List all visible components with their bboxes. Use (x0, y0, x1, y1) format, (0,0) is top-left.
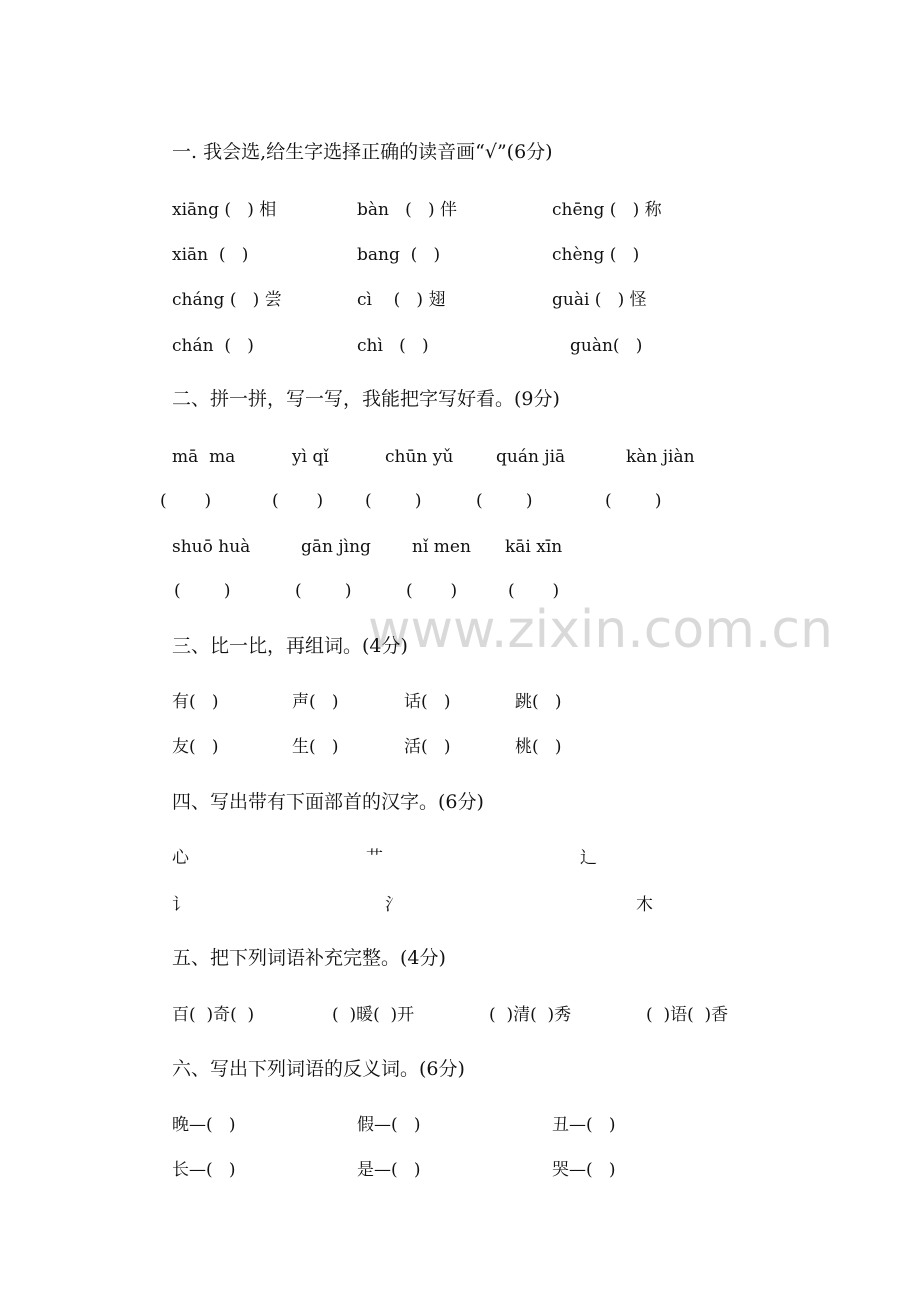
s1-item: chèng ( ) (552, 245, 640, 265)
pinyin-item: mā ma (172, 447, 236, 467)
pinyin-item: nǐ men (412, 537, 471, 557)
s1-item: cì ( ) 翅 (357, 290, 446, 310)
radical-item: 氵 (385, 895, 402, 915)
section-5-title: 五、把下列词语补充完整。(4分) (172, 947, 446, 969)
antonym-item: 假—( ) (357, 1115, 421, 1135)
pinyin-item: kāi xīn (505, 537, 563, 557)
watermark: www.zixin.com.cn (368, 600, 833, 660)
radical-item: 心 (172, 848, 189, 868)
radical-item: 木 (636, 895, 653, 915)
pinyin-item: yì qǐ (292, 447, 329, 467)
pinyin-item: shuō huà (172, 537, 251, 557)
s1-item: cháng ( ) 尝 (172, 290, 282, 310)
answer-blank: ( ) (174, 581, 231, 601)
compare-item: 声( ) (292, 692, 339, 712)
s1-item: guàn( ) (570, 336, 643, 356)
compare-item: 跳( ) (515, 692, 562, 712)
section-4-title: 四、写出带有下面部首的汉字。(6分) (172, 791, 484, 813)
s1-item: guài ( ) 怪 (552, 290, 647, 310)
answer-blank: ( ) (476, 491, 533, 511)
section-2-title: 二、拼一拼，写一写，我能把字写好看。(9分) (172, 388, 560, 410)
pinyin-item: chūn yǔ (385, 447, 454, 467)
compare-item: 活( ) (404, 737, 451, 757)
s1-item: chán ( ) (172, 336, 254, 356)
antonym-item: 哭—( ) (552, 1160, 616, 1180)
s1-item: chēng ( ) 称 (552, 200, 662, 220)
answer-blank: ( ) (605, 491, 662, 511)
compare-item: 有( ) (172, 692, 219, 712)
section-1-title: 一. 我会选,给生字选择正确的读音画“√”(6分) (172, 141, 553, 163)
idiom-item: ( )语( )香 (646, 1005, 729, 1025)
antonym-item: 长—( ) (172, 1160, 236, 1180)
compare-item: 生( ) (292, 737, 339, 757)
answer-blank: ( ) (508, 581, 560, 601)
antonym-item: 丑—( ) (552, 1115, 616, 1135)
compare-item: 桃( ) (515, 737, 562, 757)
antonym-item: 晚—( ) (172, 1115, 236, 1135)
idiom-item: ( )清( )秀 (489, 1005, 572, 1025)
section-6-title: 六、写出下列词语的反义词。(6分) (172, 1058, 465, 1080)
answer-blank: ( ) (160, 491, 212, 511)
pinyin-item: kàn jiàn (626, 447, 695, 467)
idiom-item: ( )暖( )开 (332, 1005, 415, 1025)
answer-blank: ( ) (272, 491, 324, 511)
compare-item: 友( ) (172, 737, 219, 757)
radical-item: 辶 (580, 848, 597, 868)
compare-item: 话( ) (404, 692, 451, 712)
s1-item: chì ( ) (357, 336, 429, 356)
answer-blank: ( ) (406, 581, 458, 601)
s1-item: bang ( ) (357, 245, 441, 265)
idiom-item: 百( )奇( ) (172, 1005, 255, 1025)
pinyin-item: quán jiā (496, 447, 566, 467)
answer-blank: ( ) (295, 581, 352, 601)
radical-item: 艹 (366, 848, 383, 868)
s1-item: xiāng ( ) 相 (172, 200, 277, 220)
radical-item: 讠 (172, 895, 189, 915)
section-3-title: 三、比一比，再组词。(4分) (172, 635, 408, 657)
pinyin-item: gān jìng (301, 537, 371, 557)
antonym-item: 是—( ) (357, 1160, 421, 1180)
s1-item: xiān ( ) (172, 245, 249, 265)
s1-item: bàn ( ) 伴 (357, 200, 458, 220)
answer-blank: ( ) (365, 491, 422, 511)
